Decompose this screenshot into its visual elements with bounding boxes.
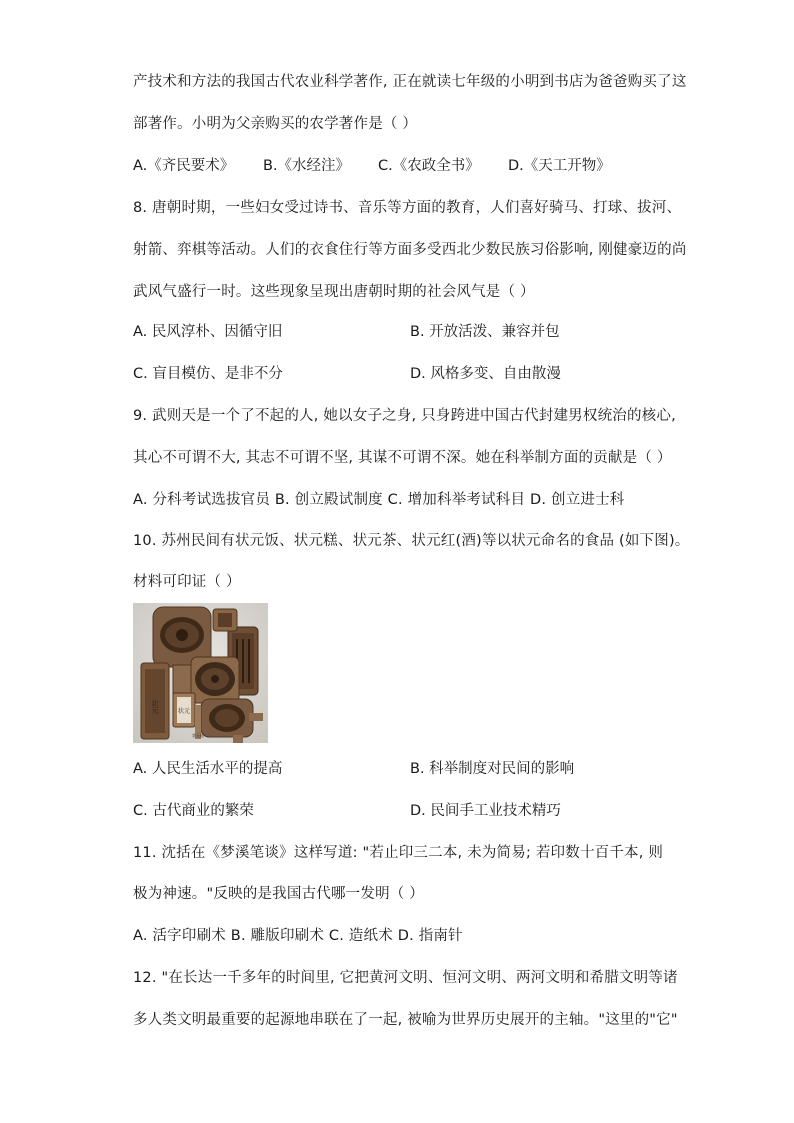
q11-options[interactable]: A. 活字印刷术 B. 雕版印刷术 C. 造纸术 D. 指南针 (133, 928, 463, 944)
pastry-molds-illustration (133, 603, 268, 743)
q7-option-a[interactable]: A.《齐民要术》 (133, 158, 235, 174)
q9-stem-line-2: 其心不可谓不大, 其志不可谓不坚, 其谋不可谓不深。她在科举制方面的贡献是（ ） (133, 450, 672, 466)
mold-inscription-3: 状元糕 (192, 733, 204, 738)
q8-stem-line-1: 8. 唐朝时期，一些妇女受过诗书、音乐等方面的教育，人们喜好骑马、打球、拔河、 (133, 200, 682, 216)
q8-option-b[interactable]: B. 开放活泼、兼容并包 (410, 324, 560, 340)
q8-option-d[interactable]: D. 风格多变、自由散漫 (410, 366, 561, 382)
q7-stem-line-1: 产技术和方法的我国古代农业科学著作, 正在就读七年级的小明到书店为爸爸购买了这 (133, 74, 687, 90)
mold-inscription-2: 状元 (177, 708, 191, 715)
mold-inscription-1: 状元 (151, 700, 159, 714)
q8-option-a[interactable]: A. 民风淳朴、因循守旧 (133, 324, 283, 340)
q11-stem-line-2: 极为神速。"反映的是我国古代哪一发明（ ） (133, 886, 424, 902)
q7-option-b[interactable]: B.《水经注》 (263, 158, 351, 174)
q11-stem-line-1: 11. 沈括在《梦溪笔谈》这样写道: "若止印三二本, 未为简易; 若印数十百千本, 则 (133, 845, 664, 861)
pastry-molds-photo (133, 603, 268, 743)
q9-options[interactable]: A. 分科考试选拔官员 B. 创立殿试制度 C. 增加科举考试科目 D. 创立进士科 (133, 492, 625, 508)
q10-option-a[interactable]: A. 人民生活水平的提高 (133, 761, 283, 777)
q9-stem-line-1: 9. 武则天是一个了不起的人, 她以女子之身, 只身跨进中国古代封建男权统治的核心, (133, 408, 676, 424)
q10-stem-line-1: 10. 苏州民间有状元饭、状元糕、状元茶、状元红(酒)等以状元命名的食品 (如下图)。 (133, 533, 690, 549)
q12-stem-line-2: 多人类文明最重要的起源地串联在了一起, 被喻为世界历史展开的主轴。"这里的"它" (133, 1012, 678, 1028)
q10-option-b[interactable]: B. 科举制度对民间的影响 (410, 761, 575, 777)
q7-stem-line-2: 部著作。小明为父亲购买的农学著作是（ ） (133, 116, 418, 132)
q7-option-c[interactable]: C.《农政全书》 (378, 158, 480, 174)
q12-stem-line-1: 12. "在长达一千多年的时间里, 它把黄河文明、恒河文明、两河文明和希腊文明等诸 (133, 970, 678, 986)
q7-option-d[interactable]: D.《天工开物》 (508, 158, 611, 174)
q8-stem-line-3: 武风气盛行一时。这些现象呈现出唐朝时期的社会风气是（ ） (133, 284, 535, 300)
q10-option-c[interactable]: C. 古代商业的繁荣 (133, 803, 254, 819)
q10-stem-line-2: 材料可印证（ ） (133, 574, 241, 590)
q8-option-c[interactable]: C. 盲目模仿、是非不分 (133, 366, 283, 382)
q10-option-d[interactable]: D. 民间手工业技术精巧 (410, 803, 561, 819)
q8-stem-line-2: 射箭、弈棋等活动。人们的衣食住行等方面多受西北少数民族习俗影响, 刚健豪迈的尚 (133, 242, 687, 258)
